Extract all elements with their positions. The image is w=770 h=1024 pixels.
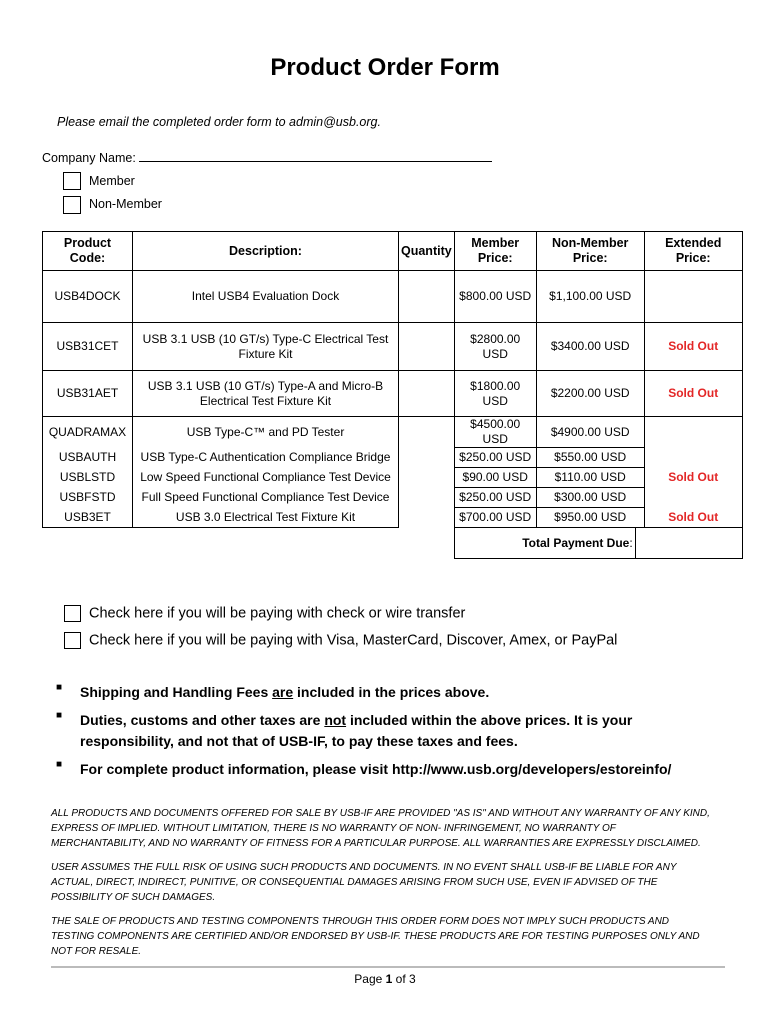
bullet-square-icon: ■ xyxy=(56,710,63,721)
extended-price-cell: Sold Out xyxy=(644,468,742,488)
product-table xyxy=(42,231,743,559)
member-price-cell: $800.00 USD xyxy=(454,271,536,323)
bullet-duties-text: Duties, customs and other taxes are xyxy=(80,712,325,728)
extended-price-cell xyxy=(644,417,742,448)
member-price-cell: $90.00 USD xyxy=(454,468,536,488)
bullet-shipping-text-end: included in the prices above. xyxy=(293,684,490,700)
product-code-cell: USBFSTD xyxy=(43,488,133,508)
page-number xyxy=(0,972,770,986)
product-code-cell: QUADRAMAX xyxy=(43,417,133,448)
nonmember-price-cell: $300.00 USD xyxy=(536,488,644,508)
table-row xyxy=(43,271,743,323)
company-name-row xyxy=(42,151,492,165)
disclaimer-risk: USER ASSUMES THE FULL RISK OF USING SUCH PRODUCTS AND DOCUMENTS. IN NO EVENT SHALL USB-IF BE LIABLE FOR ANY ACTUAL, DIRECT, INDIRECT, PUNITIVE, OR CONSEQUENTIAL DAMAGES ARISING FROM SUCH USE, EVEN IF ADVISED OF THE POSSIBILITY OF SUCH DAMAGES. xyxy=(51,862,677,903)
total-colon: : xyxy=(629,535,633,550)
footer-divider xyxy=(51,966,725,968)
page-number-current: 1 xyxy=(385,972,393,986)
table-row xyxy=(43,323,743,371)
non-member-label: Non-Member xyxy=(89,197,162,211)
nonmember-price-cell: $4900.00 USD xyxy=(536,417,644,448)
description-cell: USB Type-C Authentication Compliance Bridge xyxy=(133,448,399,468)
company-name-field[interactable] xyxy=(139,151,492,162)
member-price-cell: $250.00 USD xyxy=(454,488,536,508)
email-instruction: Please email the completed order form to admin@usb.org. xyxy=(57,115,381,129)
nonmember-price-cell: $950.00 USD xyxy=(536,508,644,528)
pay-card-row xyxy=(64,632,617,649)
table-row xyxy=(43,508,743,528)
product-code-cell: USBAUTH xyxy=(43,448,133,468)
quantity-cell[interactable] xyxy=(399,271,455,323)
member-checkbox[interactable] xyxy=(63,172,81,190)
nonmember-price-cell: $550.00 USD xyxy=(536,448,644,468)
header-extended-price: Extended Price: xyxy=(644,232,742,271)
disclaimer-sale: THE SALE OF PRODUCTS AND TESTING COMPONENTS THROUGH THIS ORDER FORM DOES NOT IMPLY SUCH PRODUCTS AND TESTING COMPONENTS ARE CERTIFIED AND/OR ENDORSED BY USB-IF. THESE PRODUCTS ARE FOR TESTING PURPOSES ONLY AND NOT FOR RESALE. xyxy=(51,916,700,957)
pay-check-wire-label: Check here if you will be paying with check or wire transfer xyxy=(89,605,466,622)
quantity-cell[interactable] xyxy=(399,468,455,488)
bullet-shipping-text: Shipping and Handling Fees xyxy=(80,684,273,700)
description-cell: USB 3.0 Electrical Test Fixture Kit xyxy=(133,508,399,528)
pay-check-wire-row xyxy=(64,605,465,622)
description-cell: USB 3.1 USB (10 GT/s) Type-C Electrical Test Fixture Kit xyxy=(133,323,399,371)
pay-check-wire-checkbox[interactable] xyxy=(64,605,81,622)
table-row xyxy=(43,488,743,508)
non-member-checkbox[interactable] xyxy=(63,196,81,214)
member-price-cell: $250.00 USD xyxy=(454,448,536,468)
header-member-price: Member Price: xyxy=(454,232,536,271)
header-quantity: Quantity xyxy=(399,232,455,271)
header-description: Description: xyxy=(133,232,399,271)
quantity-cell[interactable] xyxy=(399,508,455,528)
member-price-cell: $700.00 USD xyxy=(454,508,536,528)
product-code-cell: USB31CET xyxy=(43,323,133,371)
table-row xyxy=(43,417,743,448)
table-row xyxy=(43,371,743,417)
disclaimer-warranty: ALL PRODUCTS AND DOCUMENTS OFFERED FOR SALE BY USB-IF ARE PROVIDED "AS IS" AND WITHOUT ANY WARRANTY OF ANY KIND, EXPRESS OF IMPLIED. WITHOUT LIMITATION, THERE IS NO WARRANTY OF NON- INFRINGEMENT, NO WARRANTY OF MERCHANTABILITY, AND NO WARRANTY OF FITNESS FOR A PARTICULAR PURPOSE. ALL WARRANTIES ARE EXPRESSLY DISCLAIMED. xyxy=(51,808,710,849)
total-payment-value[interactable] xyxy=(635,528,734,558)
extended-price-cell: Sold Out xyxy=(644,323,742,371)
header-nonmember-price: Non-Member Price: xyxy=(536,232,644,271)
bullet-square-icon: ■ xyxy=(56,682,63,693)
table-row xyxy=(43,448,743,468)
company-name-label: Company Name: xyxy=(42,151,136,165)
extended-price-cell xyxy=(644,448,742,468)
description-cell: Full Speed Functional Compliance Test Device xyxy=(133,488,399,508)
member-price-cell: $1800.00 USD xyxy=(454,371,536,417)
extended-price-cell xyxy=(644,271,742,323)
page-title: Product Order Form xyxy=(270,54,500,81)
product-code-cell: USBLSTD xyxy=(43,468,133,488)
pay-card-checkbox[interactable] xyxy=(64,632,81,649)
description-cell: USB Type-C™ and PD Tester xyxy=(133,417,399,448)
extended-price-cell: Sold Out xyxy=(644,371,742,417)
extended-price-cell xyxy=(644,488,742,508)
header-product-code: Product Code: xyxy=(43,232,133,271)
quantity-cell[interactable] xyxy=(399,417,455,448)
bullet-duties-text-end: included within the above prices. It is your responsibility, and not that of USB-IF, to pay these taxes and fees. xyxy=(80,712,633,749)
bullet-info-text: For complete product information, please visit http://www.usb.org/developers/estoreinfo/ xyxy=(80,761,672,777)
table-header-row xyxy=(43,232,743,271)
description-cell: USB 3.1 USB (10 GT/s) Type-A and Micro-B Electrical Test Fixture Kit xyxy=(133,371,399,417)
member-price-cell: $4500.00 USD xyxy=(454,417,536,448)
quantity-cell[interactable] xyxy=(399,371,455,417)
nonmember-price-cell: $3400.00 USD xyxy=(536,323,644,371)
bullet-duties-underline: not xyxy=(324,712,347,728)
quantity-cell[interactable] xyxy=(399,488,455,508)
bullet-shipping-underline: are xyxy=(272,684,294,700)
page-number-suffix: of 3 xyxy=(392,972,416,986)
table-row xyxy=(43,468,743,488)
nonmember-price-cell: $2200.00 USD xyxy=(536,371,644,417)
product-code-cell: USB3ET xyxy=(43,508,133,528)
member-label: Member xyxy=(89,174,135,188)
quantity-cell[interactable] xyxy=(399,323,455,371)
page-number-prefix: Page xyxy=(354,972,386,986)
quantity-cell[interactable] xyxy=(399,448,455,468)
extended-price-cell: Sold Out xyxy=(644,508,742,528)
pay-card-label: Check here if you will be paying with Visa, MasterCard, Discover, Amex, or PayPal xyxy=(89,632,618,649)
nonmember-price-cell: $1,100.00 USD xyxy=(536,271,644,323)
product-code-cell: USB31AET xyxy=(43,371,133,417)
product-code-cell: USB4DOCK xyxy=(43,271,133,323)
bullet-square-icon: ■ xyxy=(56,759,63,770)
description-cell: Low Speed Functional Compliance Test Device xyxy=(133,468,399,488)
total-payment-cell xyxy=(454,528,742,559)
description-cell: Intel USB4 Evaluation Dock xyxy=(133,271,399,323)
member-price-cell: $2800.00 USD xyxy=(454,323,536,371)
nonmember-price-cell: $110.00 USD xyxy=(536,468,644,488)
total-row xyxy=(43,528,743,559)
total-payment-label: Total Payment Due xyxy=(522,535,630,550)
